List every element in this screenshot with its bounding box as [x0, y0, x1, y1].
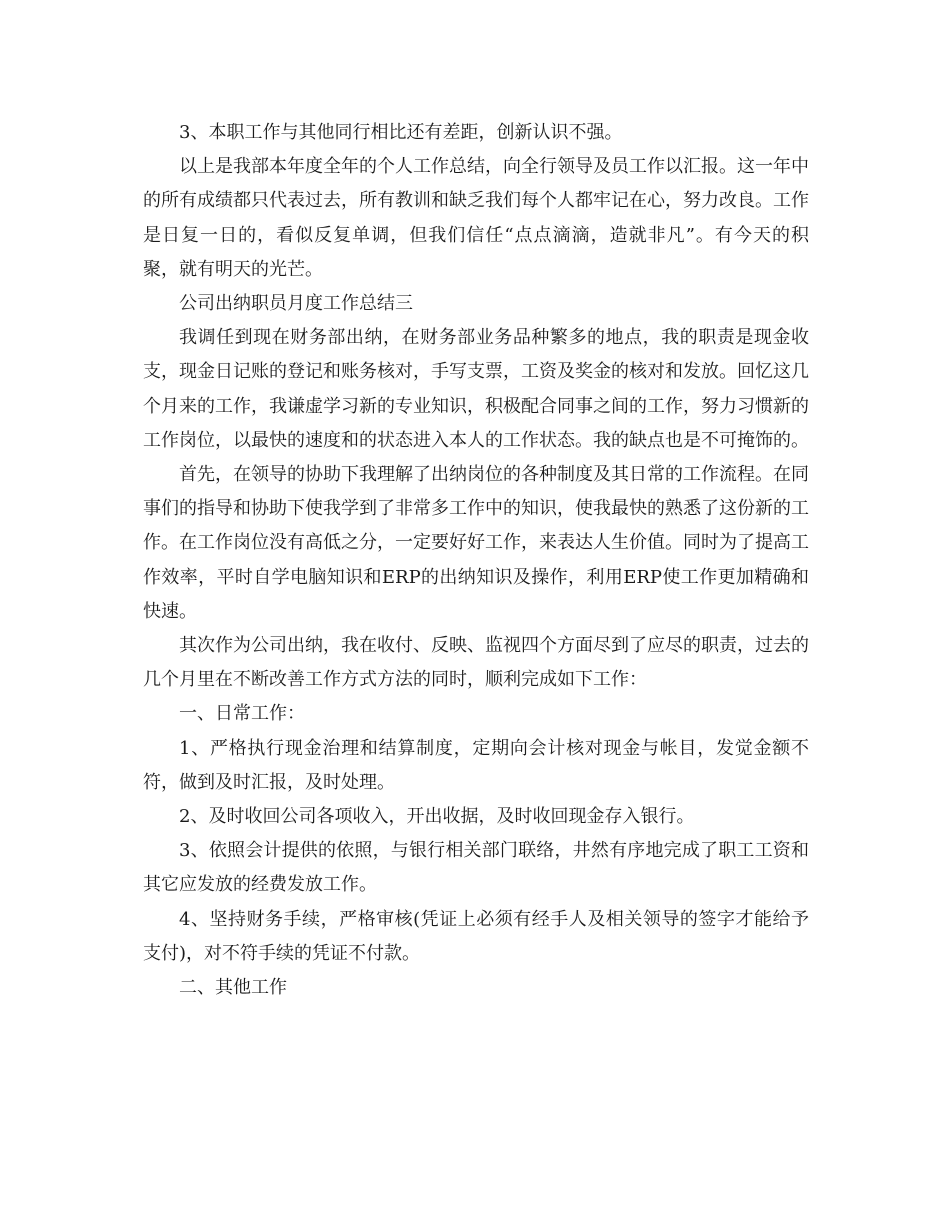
subheading-other-work: 二、其他工作: [179, 977, 287, 999]
paragraph-annual-summary: 以上是我部本年度全年的个人工作总结，向全行领导及员工作以汇报。这一年中的所有成绩都只代表过去，所有教训和缺乏我们每个人都牢记在心，努力改良。工作是日复一日的，看似反复单调，但我们信任“点点滴滴，造就非凡”。有今天的积聚，就有明天的光芒。: [143, 156, 809, 280]
paragraph-first: 首先，在领导的协助下我理解了出纳岗位的各种制度及其日常的工作流程。在同事们的指导和协助下使我学到了非常多工作中的知识，使我最快的熟悉了这份新的工作。在工作岗位没有高低之分，一定要好好工作，来表达人生价值。同时为了提高工作效率，平时自学电脑知识和ERP的出纳知识及操作，利用ERP使工作更加精确和快速。: [143, 464, 809, 622]
list-item-4: 4、坚持财务手续，严格审核(凭证上必须有经手人及相关领导的签字才能给予支付)，对不符手续的凭证不付款。: [143, 908, 809, 964]
subheading-daily-work: 一、日常工作：: [179, 703, 305, 725]
list-item-1: 1、严格执行现金治理和结算制度，定期向会计核对现金与帐目，发觉金额不符，做到及时汇报，及时处理。: [143, 737, 809, 793]
paragraph-second: 其次作为公司出纳，我在收付、反映、监视四个方面尽到了应尽的职责，过去的几个月里在不断改善工作方式方法的同时，顺利完成如下工作：: [143, 635, 809, 691]
paragraph-cashier-duties: 我调任到现在财务部出纳，在财务部业务品种繁多的地点，我的职责是现金收支，现金日记账的登记和账务核对，手写支票，工资及奖金的核对和发放。回忆这几个月来的工作，我谦虚学习新的专业知识，积极配合同事之间的工作，努力习惯新的工作岗位，以最快的速度和的状态进入本人的工作状态。我的缺点也是不可掩饰的。: [143, 327, 809, 451]
document-body: [143, 116, 809, 1005]
list-item-3: 3、依照会计提供的依照，与银行相关部门联络，井然有序地完成了职工工资和其它应发放的经费发放工作。: [143, 840, 809, 896]
paragraph-item-3-gap: 3、本职工作与其他同行相比还有差距，创新认识不强。: [179, 122, 623, 143]
section-heading-summary-three: 公司出纳职员月度工作总结三: [179, 293, 413, 315]
list-item-2: 2、及时收回公司各项收入，开出收据，及时收回现金存入银行。: [179, 806, 695, 828]
